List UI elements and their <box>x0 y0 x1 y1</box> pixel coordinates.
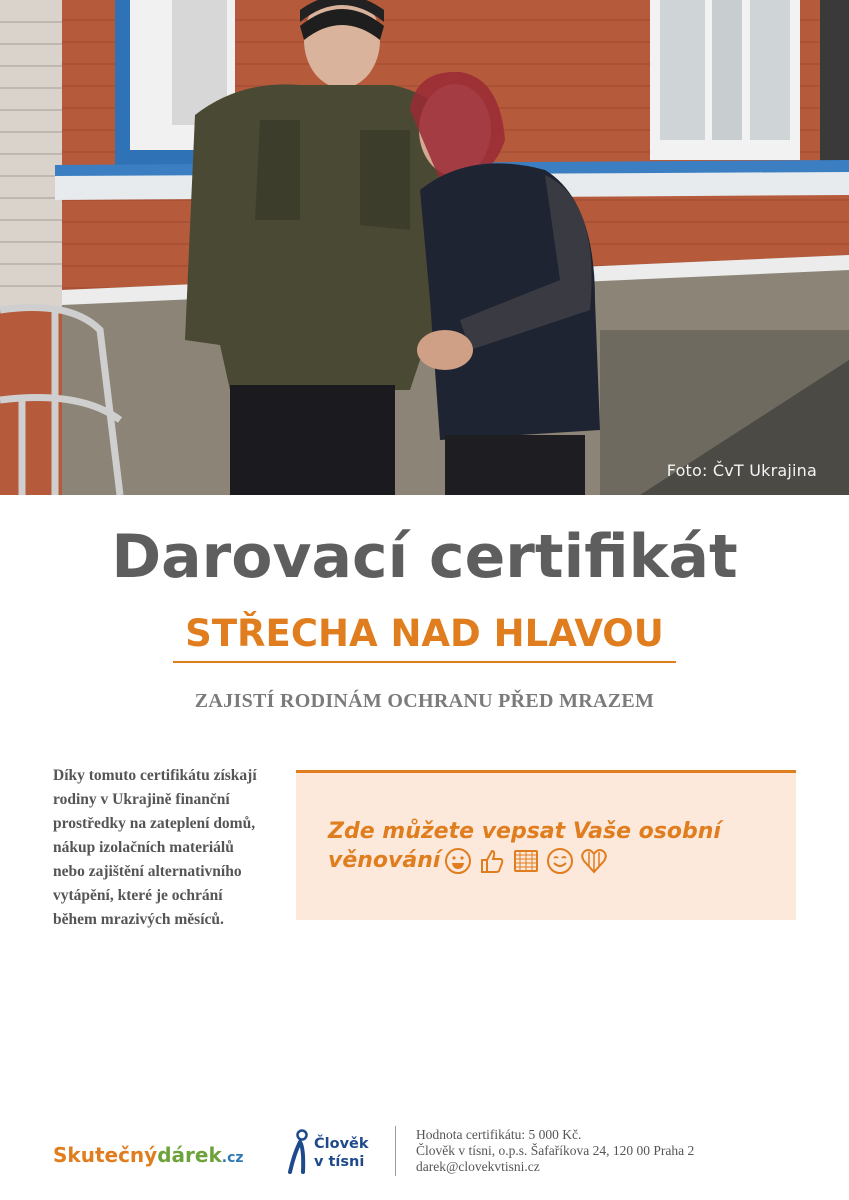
emoji-row <box>444 847 608 875</box>
heart-icon <box>580 847 608 875</box>
cookie-icon <box>512 847 540 875</box>
grinning-face-icon <box>444 847 472 875</box>
contact-email[interactable]: darek@clovekvtisni.cz <box>416 1159 540 1174</box>
couple-photo-illustration <box>0 0 849 495</box>
footer-info <box>416 1127 694 1175</box>
tagline: ZAJISTÍ RODINÁM OCHRANU PŘED MRAZEM <box>194 690 655 712</box>
subtitle-underline <box>173 661 676 663</box>
footer-divider <box>395 1126 396 1176</box>
page-title: Darovací certifikát <box>111 522 738 592</box>
dedication-placeholder[interactable] <box>328 817 748 875</box>
hero-photo <box>0 0 849 495</box>
organization-address: Člověk v tísni, o.p.s. Šafaříkova 24, 120 00 Praha 2 <box>416 1143 695 1158</box>
dedication-box[interactable] <box>296 770 796 920</box>
smiling-face-icon <box>546 847 574 875</box>
clovek-v-tisni-logo[interactable] <box>286 1128 369 1176</box>
certificate-name: STŘECHA NAD HLAVOU <box>185 612 664 655</box>
certificate-value: Hodnota certifikátu: 5 000 Kč. <box>416 1127 582 1142</box>
logo-text-v-tisni: v tísni <box>314 1154 365 1170</box>
photo-credit: Foto: ČvT Ukrajina <box>666 461 817 480</box>
logo-text-clovek: Člověk <box>314 1136 369 1152</box>
dedication-text: Zde můžete vepsat Vaše osobní věnování <box>328 819 721 873</box>
logo-text-skutecny: Skutečný <box>53 1143 158 1167</box>
logo-text-darek: dárek <box>157 1143 222 1167</box>
thumbs-up-icon <box>478 847 506 875</box>
skutecny-darek-logo[interactable] <box>53 1143 244 1167</box>
certificate-description: Díky tomuto certifikátu získají rodiny v Ukrajině finanční prostředky na zateplení domů, nákup izolačních materiálů nebo zajištění alternativního vytápění, které je ochrání během mrazivých měsíců. <box>53 767 257 928</box>
person-figure-icon <box>286 1128 312 1174</box>
logo-text-domain: .cz <box>221 1150 244 1166</box>
